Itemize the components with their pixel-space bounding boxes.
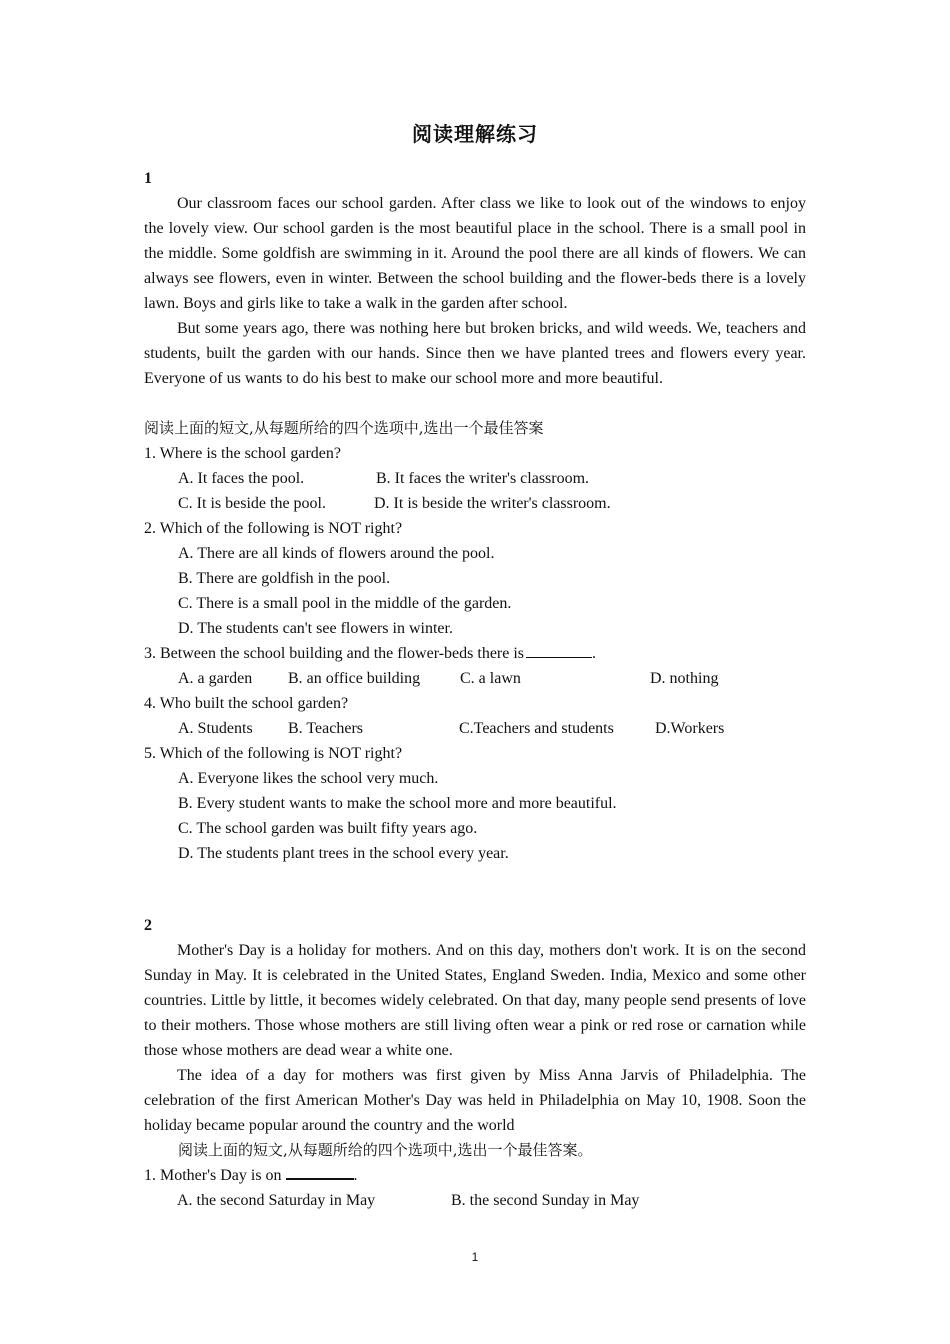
question-1-2-option-c: C. There is a small pool in the middle of the garden. [178, 595, 512, 612]
page-title: 阅读理解练习 [412, 122, 538, 146]
question-1-3-option-a: A. a garden [178, 670, 253, 687]
question-1-3-option-c: C. a lawn [460, 670, 521, 687]
passage-1-paragraph-1: Our classroom faces our school garden. After class we like to look out of the windows to enjoy the lovely view. Our school garden is the most beautiful place in the school. There is a small pool in the middle. Some goldfish are swimming in it. Around the pool there are all kinds of flowers. We can always see flowers, even in winter. Between the school building and the flower-beds there is a lovely lawn. Boys and girls like to take a walk in the garden after school. [144, 195, 806, 312]
passage-2-paragraph-1: Mother's Day is a holiday for mothers. And on this day, mothers don't work. It is on the second Sunday in May. It is celebrated in the United States, England Sweden. India, Mexico and some other countries. Little by little, it becomes widely celebrated. On that day, many people send presents of love to their mothers. Those whose mothers are still living often wear a pink or red rose or carnation while those whose mothers are dead wear a white one. [144, 942, 806, 1059]
question-1-4-option-b: B. Teachers [288, 720, 363, 737]
question-1-1: 1. Where is the school garden? [144, 445, 341, 462]
question-1-5-option-d: D. The students plant trees in the school every year. [178, 845, 509, 862]
passage-1-paragraph-2: But some years ago, there was nothing here but broken bricks, and wild weeds. We, teachers and students, built the garden with our hands. Since then we have planted trees and flowers every year. Everyone of us wants to do his best to make our school more and more beautiful. [144, 320, 806, 387]
question-1-2: 2. Which of the following is NOT right? [144, 520, 403, 537]
question-1-1-option-d: D. It is beside the writer's classroom. [374, 495, 611, 512]
page-number: 1 [471, 1250, 479, 1264]
question-2-1-option-b: B. the second Sunday in May [451, 1192, 640, 1209]
question-2-1-text: 1. Mother's Day is on [144, 1167, 282, 1184]
question-1-2-option-b: B. There are goldfish in the pool. [178, 570, 391, 587]
passage-1-instruction: 阅读上面的短文,从每题所给的四个选项中,选出一个最佳答案 [144, 419, 544, 437]
question-1-3-text: 3. Between the school building and the flower-beds there is [144, 645, 525, 662]
answer-blank [526, 643, 592, 658]
question-1-4-option-d: D.Workers [655, 720, 725, 737]
question-1-3-end: . [592, 645, 597, 662]
question-1-4: 4. Who built the school garden? [144, 695, 349, 712]
question-1-4-option-a: A. Students [178, 720, 253, 737]
question-1-3-option-b: B. an office building [288, 670, 421, 687]
question-1-5-option-b: B. Every student wants to make the school more and more beautiful. [178, 795, 617, 812]
question-1-5-option-a: A. Everyone likes the school very much. [178, 770, 439, 787]
question-1-1-option-c: C. It is beside the pool. [178, 495, 326, 512]
question-2-1-option-a: A. the second Saturday in May [177, 1192, 376, 1209]
passage-2-number: 2 [144, 917, 152, 934]
question-1-2-option-d: D. The students can't see flowers in winter. [178, 620, 453, 637]
question-1-3 [144, 641, 596, 666]
question-1-1-option-b: B. It faces the writer's classroom. [376, 470, 590, 487]
question-1-4-option-c: C.Teachers and students [459, 720, 614, 737]
question-1-5-option-c: C. The school garden was built fifty years ago. [178, 820, 478, 837]
answer-blank [286, 1164, 354, 1180]
question-1-3-option-d: D. nothing [650, 670, 719, 687]
question-2-1-end: . [353, 1167, 358, 1184]
question-1-5: 5. Which of the following is NOT right? [144, 745, 403, 762]
passage-1-number: 1 [144, 170, 152, 187]
question-1-1-option-a: A. It faces the pool. [178, 470, 305, 487]
question-1-2-option-a: A. There are all kinds of flowers around the pool. [178, 545, 495, 562]
question-2-1 [144, 1163, 358, 1188]
passage-2-instruction: 阅读上面的短文,从每题所给的四个选项中,选出一个最佳答案。 [178, 1141, 593, 1159]
passage-2-paragraph-2: The idea of a day for mothers was first given by Miss Anna Jarvis of Philadelphia. The celebration of the first American Mother's Day was held in Philadelphia on May 10, 1908. Soon the holiday became popular around the country and the world [144, 1067, 806, 1134]
